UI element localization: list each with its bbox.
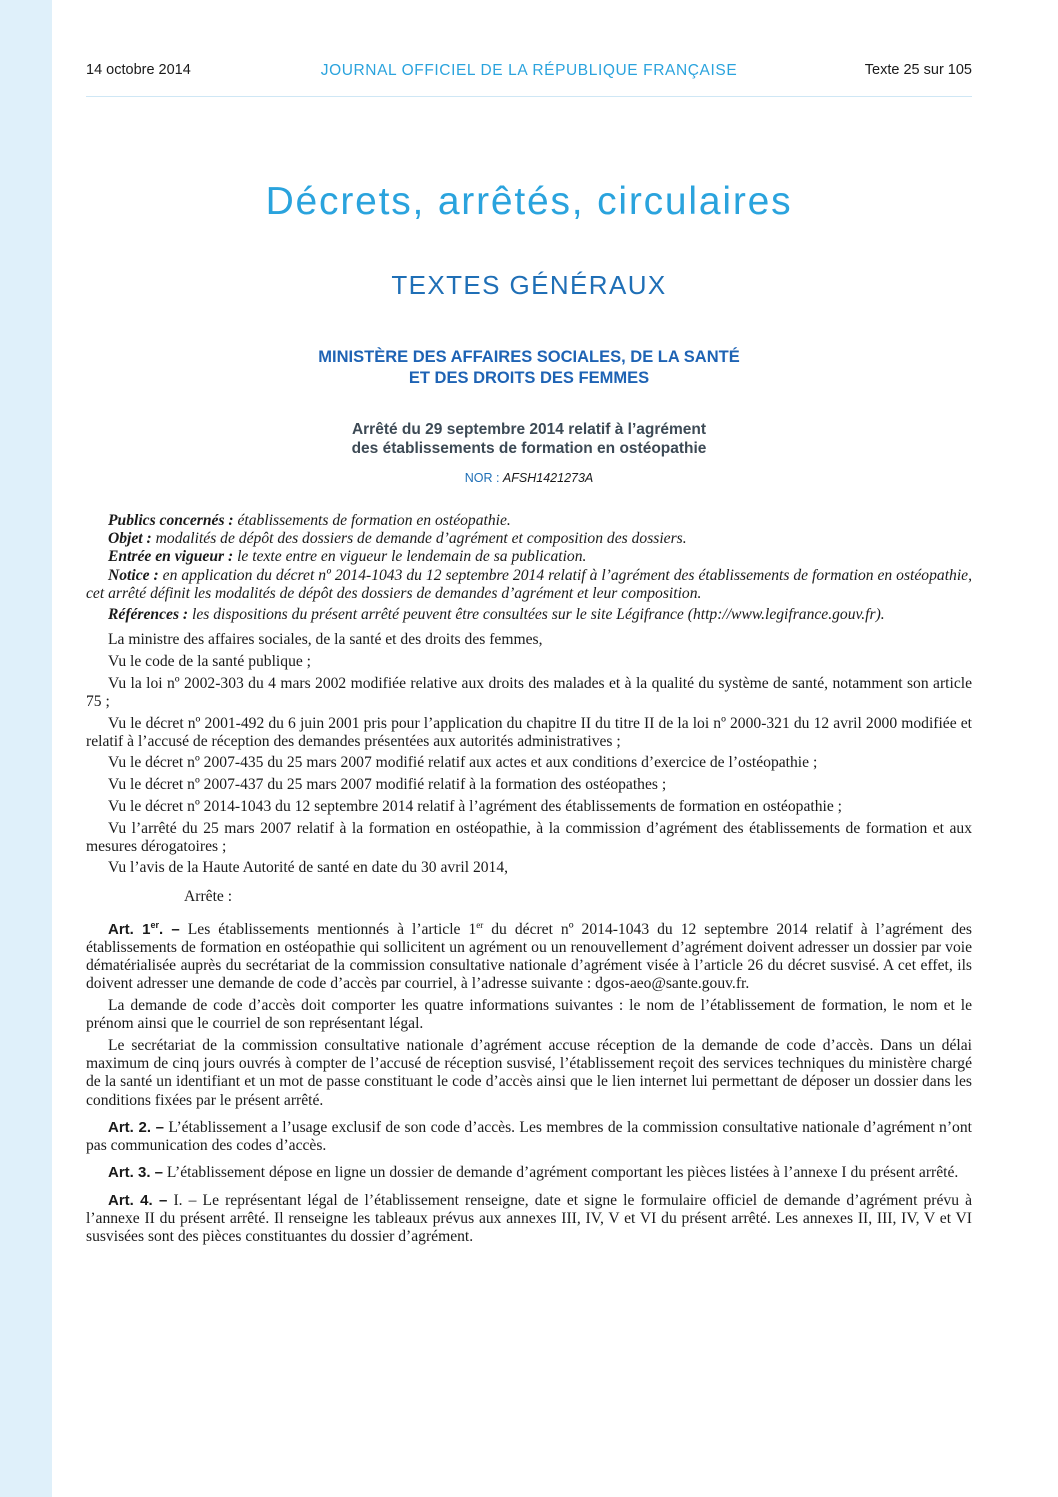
nor-code: AFSH1421273A — [502, 471, 594, 485]
article-label: Art. 3. – — [108, 1164, 164, 1182]
summary-label: Publics concernés : — [108, 512, 234, 529]
article-1-paragraph-3: Le secrétariat de la commission consultative nationale d’agrément accuse réception de la demande de code d’accès. Dans un délai maximum de cinq jours ouvrés à compter de l’accusé de réception susvisé, l’établissement reçoit des services techniques du ministère chargé de la santé un identifiant et un mot de passe constituant le code d’accès ainsi que le lien internet lui permettant de déposer un dossier dans les conditions fixées par le présent arrêté. — [86, 1037, 972, 1109]
article-1-paragraph-2: La demande de code d’accès doit comporter les quatre informations suivantes : le nom de l’établissement de formation, le nom et le prénom ainsi que le courriel de son représentant légal. — [86, 997, 972, 1033]
nor-label: NOR : — [464, 471, 503, 485]
article-2 — [86, 1119, 972, 1155]
header-date: 14 octobre 2014 — [86, 62, 191, 78]
summary-objet — [86, 530, 972, 548]
arrete-title — [0, 420, 1058, 458]
arrete-title-line-1: Arrêté du 29 septembre 2014 relatif à l’agrément — [351, 421, 707, 438]
visa: Vu l’avis de la Haute Autorité de santé en date du 30 avril 2014, — [108, 859, 509, 877]
summary-entree — [86, 548, 972, 566]
arrete-title-line-2: des établissements de formation en ostéopathie — [351, 440, 707, 457]
summary-text: les dispositions du présent arrêté peuvent être consultées sur le site Légifrance (http://www.legifrance.gouv.fr). — [188, 606, 885, 624]
visa: Vu le décret nº 2001-492 du 6 juin 2001 pris pour l’application du chapitre II du titre II de la loi nº 2000-321 du 12 avril 2000 modifiée et relatif à l’accusé de réception des demandes présentées aux autorités administratives ; — [86, 714, 972, 750]
header-page-number: Texte 25 sur 105 — [864, 62, 972, 78]
article-4 — [86, 1192, 972, 1247]
article-text: L’établissement dépose en ligne un dossier de demande d’agrément comportant les pièces listées à l’annexe I du présent arrêté. — [163, 1164, 959, 1182]
summary-notice — [86, 567, 972, 603]
visa: Vu le code de la santé publique ; — [108, 652, 312, 670]
summary-label: Références : — [108, 606, 189, 624]
summary-text: en application du décret nº 2014-1043 du 12 septembre 2014 relatif à l’agrément des établissements de formation en ostéopathie, cet arrêté définit les modalités de dépôt des dossiers de demandes d’agrément et leur composition. — [86, 566, 972, 602]
preamble-intro: La ministre des affaires sociales, de la santé et des droits des femmes, — [108, 631, 543, 649]
summary-label: Objet : — [108, 530, 152, 548]
nor-reference — [0, 471, 1058, 485]
header-divider — [86, 96, 972, 97]
arrete-formula: Arrête : — [184, 887, 233, 905]
document-body — [86, 512, 972, 1255]
summary-publics — [86, 512, 972, 530]
article-label: Art. 4. – — [108, 1191, 168, 1209]
header-journal-title: JOURNAL OFFICIEL DE LA RÉPUBLIQUE FRANÇAISE — [320, 62, 738, 79]
left-margin-band — [0, 0, 52, 1497]
summary-references — [86, 606, 972, 624]
visa: Vu la loi nº 2002-303 du 4 mars 2002 modifiée relative aux droits des malades et à la qualité du système de santé, notamment son article 75 ; — [86, 674, 972, 710]
summary-text: le texte entre en vigueur le lendemain de sa publication. — [233, 548, 587, 566]
visa: Vu l’arrêté du 25 mars 2007 relatif à la formation en ostéopathie, à la commission d’agrément des établissements de formation et aux mesures dérogatoires ; — [86, 819, 972, 855]
summary-text: établissements de formation en ostéopathie. — [233, 512, 511, 529]
visa: Vu le décret nº 2007-435 du 25 mars 2007 modifié relatif aux actes et aux conditions d’exercice de l’ostéopathie ; — [108, 754, 818, 772]
page-header — [86, 62, 972, 86]
article-3 — [86, 1164, 972, 1182]
summary-label: Notice : — [108, 566, 159, 584]
article-label: Art. 2. – — [108, 1118, 164, 1136]
ministry-line-2: ET DES DROITS DES FEMMES — [408, 369, 650, 387]
article-1-paragraph-1: Art. 1er. – Les établissements mentionnés à l’article 1er du décret nº 2014-1043 du 12 septembre 2014 relatif à l’agrément des établissements de formation en ostéopathie qui sollicitent un agrément ou un renouvellement d’agrément doivent adresser un dossier par voie dématérialisée auprès du secrétariat de la commission consultative nationale d’agrément visée à l’article 26 du décret susvisé. A cet effet, ils doivent adresser une demande de code d’accès par courriel, à l’adresse suivante : dgos-aeo@sante.gouv.fr. — [86, 919, 972, 993]
visa: Vu le décret nº 2007-437 du 25 mars 2007 modifié relatif à la formation des ostéopathes ; — [108, 776, 667, 794]
article-text: I. – Le représentant légal de l’établissement renseigne, date et signe le formulaire officiel de demande d’agrément prévu à l’annexe II du présent arrêté. Il renseigne les tableaux prévus aux annexes III, IV, V et VI du présent arrêté. Les annexes II, III, IV, V et VI susvisées sont des pièces constituantes du dossier d’agrément. — [86, 1191, 972, 1245]
article-text: L’établissement a l’usage exclusif de son code d’accès. Les membres de la commission consultative nationale d’agrément n’ont pas communication des codes d’accès. — [86, 1118, 972, 1155]
summary-text: modalités de dépôt des dossiers de demande d’agrément et composition des dossiers. — [151, 530, 687, 548]
section-title: Décrets, arrêtés, circulaires — [265, 180, 793, 223]
ministry-line-1: MINISTÈRE DES AFFAIRES SOCIALES, DE LA SANTÉ — [318, 348, 740, 366]
summary-label: Entrée en vigueur : — [108, 548, 234, 566]
ministry-heading — [0, 347, 1058, 389]
visa: Vu le décret nº 2014-1043 du 12 septembre 2014 relatif à l’agrément des établissements de formation en ostéopathie ; — [108, 797, 842, 815]
section-subtitle: TEXTES GÉNÉRAUX — [391, 270, 667, 300]
article-label: Art. 1er. – — [108, 919, 180, 938]
